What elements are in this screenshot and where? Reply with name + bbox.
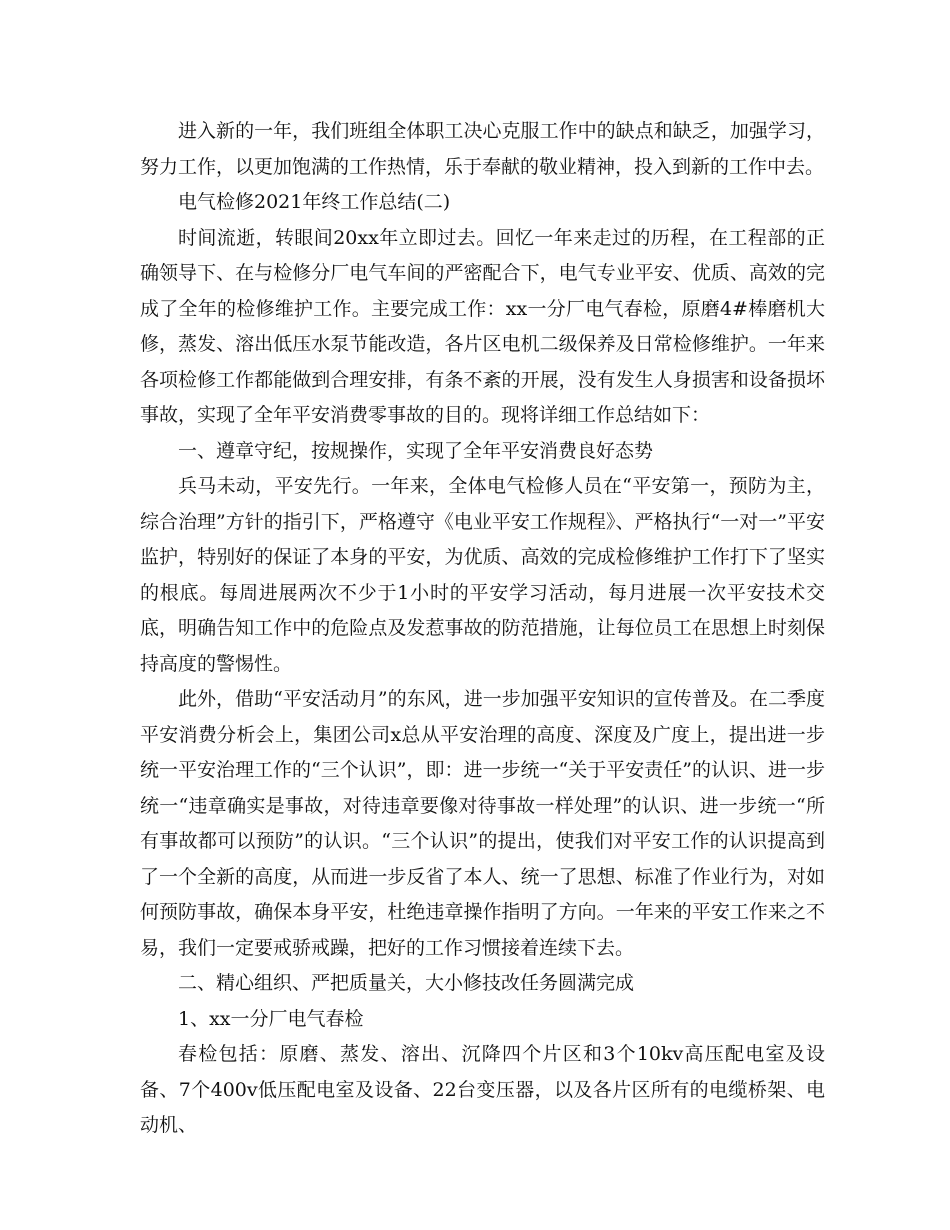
section-heading-1: 一、遵章守纪，按规操作，实现了全年平安消费良好态势 — [178, 439, 654, 462]
document-body — [140, 114, 825, 1144]
section-heading-2: 二、精心组织、严把质量关，大小修技改任务圆满完成 — [178, 972, 635, 994]
paragraph-overview: 时间流逝，转眼间20xx年立即过去。回忆一年来走过的历程，在工程部的正确领导下、在与检修分厂电气车间的严密配合下，电气专业平安、优质、高效的完成了全年的检修维护工作。主要完成工作：xx一分厂电气春检，原磨4#棒磨机大修，蒸发、溶出低压水泵节能改造，各片区电机二级保养及日常检修维护。一年来各项检修工作都能做到合理安排，有条不紊的开展，没有发生人身损害和设备损坏事故，实现了全年平安消费零事故的目的。现将详细工作总结如下： — [140, 226, 825, 426]
paragraph-spring-inspection: 春检包括：原磨、蒸发、溶出、沉降四个片区和3个10kv高压配电室及设备、7个400v低压配电室及设备、22台变压器，以及各片区所有的电缆桥架、电动机、 — [140, 1043, 825, 1136]
subsection-heading-1: 1、xx一分厂电气春检 — [178, 1007, 364, 1030]
document-title: 电气检修2021年终工作总结(二) — [178, 191, 451, 213]
paragraph-closing-intro: 进入新的一年，我们班组全体职工决心克服工作中的缺点和缺乏，加强学习，努力工作，以更加饱满的工作热情，乐于奉献的敬业精神，投入到新的工作中去。 — [140, 120, 825, 178]
paragraph-safety-first: 兵马未动，平安先行。一年来，全体电气检修人员在“平安第一，预防为主，综合治理”方针的指引下，严格遵守《电业平安工作规程》、严格执行“一对一”平安监护，特别好的保证了本身的平安，为优质、高效的完成检修维护工作打下了坚实的根底。每周进展两次不少于1小时的平安学习活动，每月进展一次平安技术交底，明确告知工作中的危险点及发惹事故的防范措施，让每位员工在思想上时刻保持高度的警惕性。 — [140, 475, 825, 675]
paragraph-safety-month: 此外，借助“平安活动月”的东风，进一步加强平安知识的宣传普及。在二季度平安消费分析会上，集团公司x总从平安治理的高度、深度及广度上，提出进一步统一平安治理工作的“三个认识”，即：进一步统一“关于平安责任”的认识、进一步统一“违章确实是事故，对待违章要像对待事故一样处理”的认识、进一步统一“所有事故都可以预防”的认识。“三个认识”的提出，使我们对平安工作的认识提高到了一个全新的高度，从而进一步反省了本人、统一了思想、标准了作业行为，对如何预防事故，确保本身平安，杜绝违章操作指明了方向。一年来的平安工作来之不易，我们一定要戒骄戒躁，把好的工作习惯接着连续下去。 — [140, 688, 825, 959]
